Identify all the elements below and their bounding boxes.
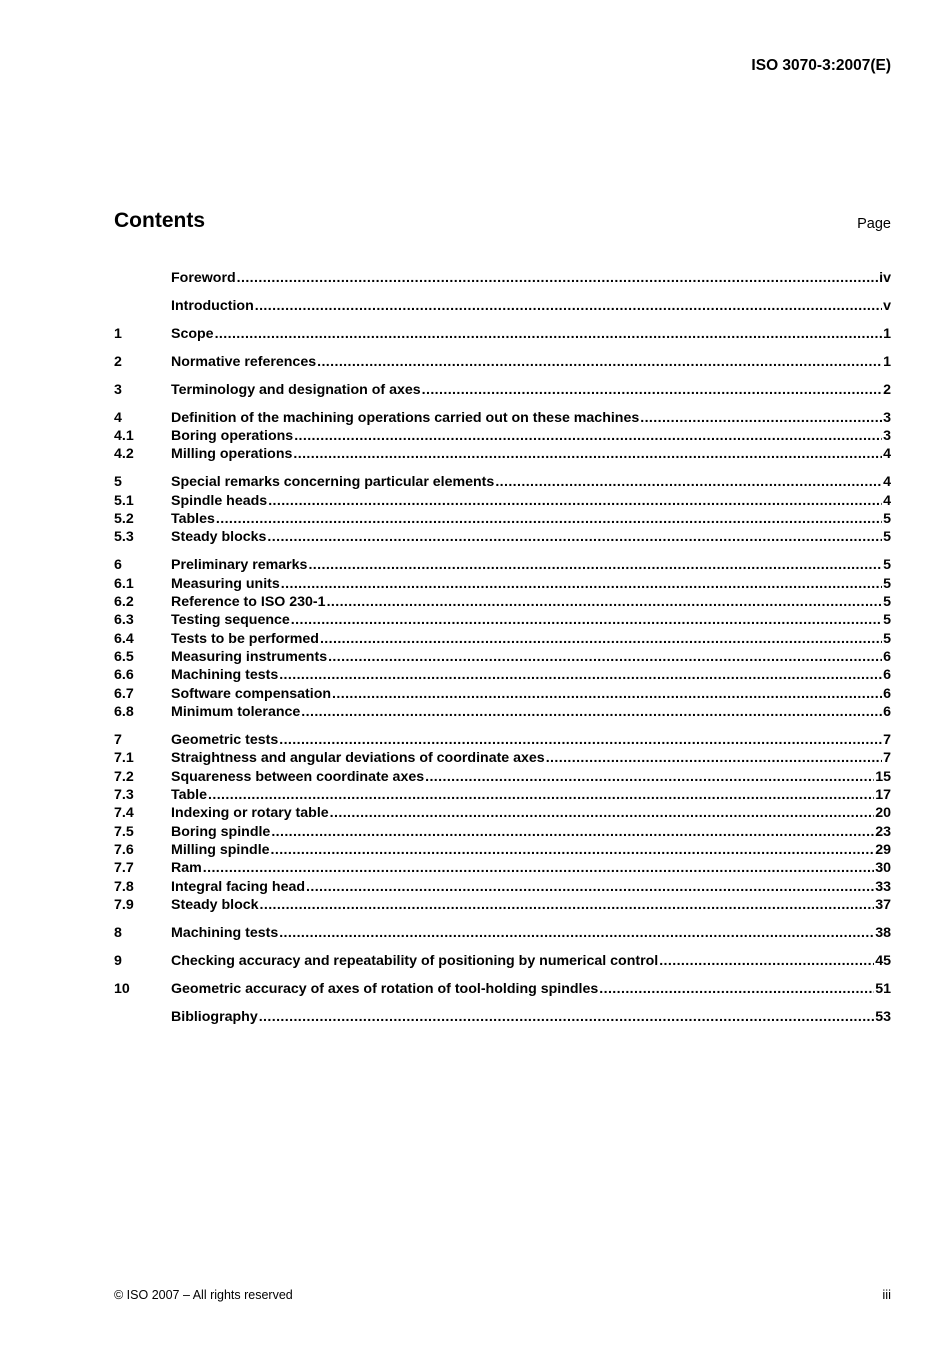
- toc-entry-title: Ram: [171, 860, 202, 877]
- toc-entry[interactable]: [114, 593, 891, 611]
- toc-entry-title: Definition of the machining operations carried out on these machines: [171, 409, 640, 426]
- toc-entry[interactable]: [114, 297, 891, 315]
- toc-dot-leader: [281, 575, 882, 593]
- toc-entry-number: 8: [114, 925, 122, 941]
- toc-dot-leader: [215, 325, 883, 343]
- toc-entry-title: Measuring units: [171, 575, 280, 592]
- toc-entry-page: 53: [875, 1008, 891, 1025]
- toc-entry-number: 5.3: [114, 529, 134, 546]
- toc-entry-page: 1: [883, 325, 891, 342]
- toc-dot-leader: [237, 269, 879, 287]
- toc-entry-number: 9: [114, 952, 122, 969]
- toc-entry[interactable]: [114, 823, 891, 841]
- toc-dot-leader: [301, 703, 882, 721]
- toc-entry-number: 6.4: [114, 630, 134, 647]
- toc-entry-page: 6: [883, 685, 891, 702]
- toc-entry-title: Checking accuracy and repeatability of positioning by numerical control: [171, 952, 659, 969]
- toc-entry-page: 33: [875, 878, 891, 895]
- toc-entry-page: 5: [883, 612, 891, 629]
- toc-entry-page: 7: [883, 731, 891, 748]
- toc-entry-number: 7.3: [114, 787, 134, 803]
- toc-entry-page: 5: [883, 630, 891, 647]
- toc-entry-page: 6: [883, 667, 891, 684]
- toc-entry-page: 51: [875, 980, 891, 997]
- toc-dot-leader: [216, 510, 882, 528]
- toc-dot-leader: [294, 427, 882, 445]
- toc-entry-page: 5: [883, 575, 891, 592]
- toc-entry-page: 29: [875, 842, 891, 859]
- toc-entry-page: 1: [883, 353, 891, 370]
- page-number: iii: [882, 1287, 891, 1302]
- toc-entry-page: 5: [883, 529, 891, 546]
- toc-entry[interactable]: [114, 353, 891, 371]
- toc-entry-title: Measuring instruments: [171, 649, 328, 665]
- toc-dot-leader: [293, 445, 882, 463]
- toc-entry-page: 23: [875, 823, 891, 840]
- toc-dot-leader: [255, 297, 882, 315]
- toc-entry-title: Steady block: [171, 897, 259, 914]
- toc-entry-page: 3: [883, 428, 891, 445]
- toc-entry[interactable]: [114, 528, 891, 546]
- toc-dot-leader: [659, 952, 874, 970]
- toc-entry[interactable]: [114, 841, 891, 859]
- toc-entry-number: 6.1: [114, 575, 134, 592]
- toc-entry-page: 30: [875, 860, 891, 877]
- toc-entry-number: 6.5: [114, 649, 134, 665]
- toc-entry-title: Introduction: [171, 297, 254, 314]
- toc-entry[interactable]: [114, 749, 891, 767]
- toc-entry-number: 7.5: [114, 823, 134, 840]
- toc-entry[interactable]: [114, 878, 891, 896]
- toc-entry-title: Indexing or rotary table: [171, 805, 329, 822]
- toc-entry-title: Testing sequence: [171, 612, 290, 629]
- toc-entry-page: 4: [883, 492, 891, 509]
- toc-entry-title: Steady blocks: [171, 529, 267, 546]
- toc-entry-title: Milling spindle: [171, 842, 270, 859]
- toc-dot-leader: [332, 685, 882, 703]
- contents-heading: Contents: [114, 209, 205, 232]
- toc-dot-leader: [546, 749, 882, 767]
- toc-dot-leader: [425, 768, 874, 786]
- toc-entry-page: iv: [879, 270, 891, 286]
- toc-entry[interactable]: [114, 409, 891, 427]
- toc-dot-leader: [279, 924, 874, 942]
- toc-entry-title: Tables: [171, 511, 215, 527]
- toc-entry-page: 15: [875, 768, 891, 785]
- toc-entry-number: 7: [114, 731, 122, 748]
- toc-entry[interactable]: [114, 269, 891, 287]
- toc-entry[interactable]: [114, 1008, 891, 1026]
- page-column-label: Page: [857, 216, 891, 232]
- toc-dot-leader: [330, 804, 875, 822]
- toc-entry-page: 7: [883, 750, 891, 767]
- toc-entry[interactable]: [114, 611, 891, 629]
- toc-entry-page: 3: [883, 409, 891, 426]
- toc-dot-leader: [291, 611, 882, 629]
- toc-entry-title: Milling operations: [171, 446, 293, 463]
- toc-entry-page: 20: [875, 805, 891, 822]
- toc-dot-leader: [259, 1008, 875, 1026]
- toc-entry[interactable]: [114, 445, 891, 463]
- copyright-notice: © ISO 2007 – All rights reserved: [114, 1288, 293, 1302]
- toc-entry[interactable]: [114, 473, 891, 491]
- toc-entry-number: 3: [114, 381, 122, 398]
- toc-dot-leader: [320, 630, 882, 648]
- toc-entry[interactable]: [114, 325, 891, 343]
- toc-dot-leader: [495, 473, 882, 491]
- toc-dot-leader: [268, 492, 882, 510]
- toc-entry-number: 7.6: [114, 842, 134, 859]
- document-id: ISO 3070-3:2007(E): [751, 57, 891, 74]
- toc-entry[interactable]: [114, 859, 891, 877]
- toc-entry-number: 4.2: [114, 446, 134, 463]
- toc-entry-title: Preliminary remarks: [171, 557, 308, 574]
- toc-entry-title: Boring operations: [171, 428, 294, 445]
- toc-entry-page: 5: [883, 511, 891, 527]
- toc-entry-number: 6.8: [114, 704, 134, 721]
- toc-dot-leader: [279, 731, 882, 749]
- toc-entry-title: Reference to ISO 230-1: [171, 593, 326, 610]
- toc-dot-leader: [640, 409, 882, 427]
- toc-entry-title: Spindle heads: [171, 492, 268, 509]
- toc-entry-number: 4: [114, 409, 122, 426]
- toc-dot-leader: [267, 528, 882, 546]
- toc-entry-title: Bibliography: [171, 1008, 258, 1025]
- toc-dot-leader: [306, 878, 874, 896]
- toc-entry-number: 7.8: [114, 878, 134, 895]
- toc-dot-leader: [308, 556, 882, 574]
- toc-entry-number: 7.2: [114, 768, 134, 785]
- toc-entry-number: 2: [114, 353, 122, 370]
- toc-dot-leader: [260, 896, 875, 914]
- toc-entry-page: 17: [875, 787, 891, 803]
- toc-entry-title: Machining tests: [171, 925, 279, 941]
- toc-entry-page: 4: [883, 474, 891, 491]
- toc-entry[interactable]: [114, 980, 891, 998]
- toc-entry[interactable]: [114, 666, 891, 684]
- toc-entry-title: Tests to be performed: [171, 630, 319, 647]
- toc-entry-title: Terminology and designation of axes: [171, 381, 421, 398]
- toc-entry-title: Integral facing head: [171, 878, 306, 895]
- toc-entry[interactable]: [114, 556, 891, 574]
- toc-entry-page: 6: [883, 649, 891, 665]
- toc-dot-leader: [203, 859, 874, 877]
- toc-entry-page: 45: [875, 952, 891, 969]
- toc-entry-number: 6.6: [114, 667, 134, 684]
- toc-entry-title: Geometric tests: [171, 731, 279, 748]
- toc-entry-number: 5: [114, 474, 122, 491]
- toc-entry-number: 7.9: [114, 897, 134, 914]
- toc-entry[interactable]: [114, 731, 891, 749]
- toc-entry-page: 5: [883, 593, 891, 610]
- toc-entry-number: 6.3: [114, 612, 134, 629]
- toc-entry-page: 37: [875, 897, 891, 914]
- toc-entry[interactable]: [114, 804, 891, 822]
- toc-entry[interactable]: [114, 703, 891, 721]
- toc-entry-number: 1: [114, 325, 122, 342]
- toc-entry-title: Minimum tolerance: [171, 704, 301, 721]
- toc-entry-title: Table: [171, 787, 208, 803]
- toc-entry-number: 5.2: [114, 511, 134, 527]
- toc-entry-number: 6.2: [114, 593, 134, 610]
- toc-entry-page: v: [883, 297, 891, 314]
- toc-entry[interactable]: [114, 648, 891, 666]
- toc-entry-title: Foreword: [171, 270, 236, 286]
- toc-entry[interactable]: [114, 685, 891, 703]
- toc-dot-leader: [317, 353, 882, 371]
- toc-dot-leader: [208, 786, 874, 804]
- toc-entry-number: 4.1: [114, 428, 134, 445]
- toc-entry-title: Squareness between coordinate axes: [171, 768, 425, 785]
- toc-entry[interactable]: [114, 896, 891, 914]
- toc-entry-title: Normative references: [171, 353, 317, 370]
- toc-dot-leader: [271, 841, 875, 859]
- toc-entry-page: 2: [883, 381, 891, 398]
- toc-entry[interactable]: [114, 768, 891, 786]
- toc-entry[interactable]: [114, 381, 891, 399]
- toc-entry-page: 6: [883, 704, 891, 721]
- toc-entry[interactable]: [114, 952, 891, 970]
- toc-entry[interactable]: [114, 492, 891, 510]
- toc-entry-number: 7.7: [114, 860, 134, 877]
- toc-dot-leader: [279, 666, 882, 684]
- toc-dot-leader: [327, 593, 883, 611]
- toc-entry[interactable]: [114, 427, 891, 445]
- toc-entry-title: Boring spindle: [171, 823, 271, 840]
- toc-dot-leader: [422, 381, 882, 399]
- toc-dot-leader: [328, 648, 882, 666]
- toc-entry-number: 6.7: [114, 685, 134, 702]
- toc-entry-number: 7.1: [114, 750, 134, 767]
- toc-entry[interactable]: [114, 630, 891, 648]
- toc-entry-title: Machining tests: [171, 667, 279, 684]
- toc-entry[interactable]: [114, 786, 891, 804]
- toc-entry-number: 7.4: [114, 805, 134, 822]
- toc-entry[interactable]: [114, 924, 891, 942]
- toc-entry-number: 10: [114, 980, 130, 997]
- toc-entry-title: Geometric accuracy of axes of rotation of tool-holding spindles: [171, 980, 599, 997]
- toc-dot-leader: [599, 980, 874, 998]
- toc-entry-page: 5: [883, 557, 891, 574]
- toc-entry-page: 4: [883, 446, 891, 463]
- toc-entry-number: 6: [114, 557, 122, 574]
- table-of-contents: [114, 269, 891, 1026]
- toc-entry[interactable]: [114, 510, 891, 528]
- toc-entry-title: Special remarks concerning particular elements: [171, 474, 495, 491]
- toc-entry-title: Software compensation: [171, 685, 332, 702]
- toc-entry-number: 5.1: [114, 492, 134, 509]
- toc-entry-title: Straightness and angular deviations of coordinate axes: [171, 750, 545, 767]
- toc-entry-page: 38: [875, 925, 891, 941]
- toc-entry-title: Scope: [171, 325, 214, 342]
- toc-dot-leader: [271, 823, 874, 841]
- toc-entry[interactable]: [114, 575, 891, 593]
